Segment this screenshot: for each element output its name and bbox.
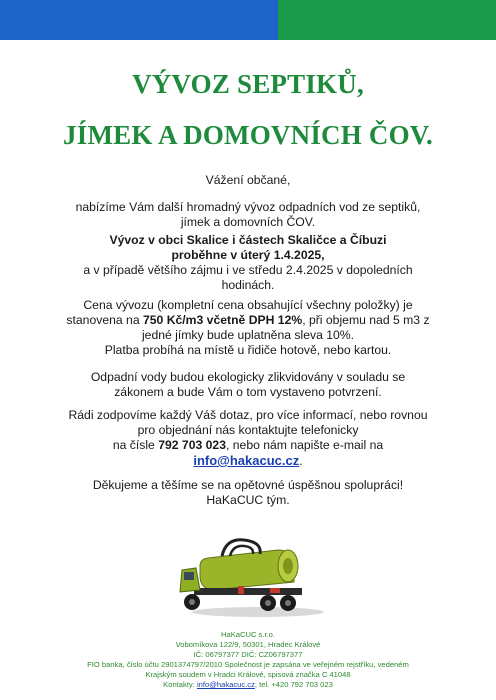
footer-email-link[interactable]: info@hakacuc.cz <box>196 680 255 689</box>
footer-court: Krajským soudem v Hradci Králové, spisová značka C 41048 <box>145 670 351 679</box>
septic-truck-image <box>178 530 328 620</box>
offer-paragraph <box>48 200 448 230</box>
eco-paragraph <box>48 370 448 400</box>
greeting <box>48 173 448 188</box>
footer-bank: FIO banka, číslo účtu 2901374797/2010 Společnost je zapsána ve veřejném rejstříku, vedeném <box>87 660 409 669</box>
offer-line-2: jímek a domovních ČOV. <box>180 215 316 229</box>
contact-line-3 <box>48 438 448 453</box>
schedule-line-1: Vývoz v obci Skalice i částech Skaličce a Číbuzi <box>109 233 387 247</box>
top-color-bar <box>0 0 496 40</box>
offer-line-1: nabízíme Vám další hromadný vývoz odpadních vod ze septiků, <box>75 200 421 214</box>
footer-company: HaKaCUC s.r.o. <box>220 630 276 639</box>
title-line-1: VÝVOZ SEPTIKŮ, <box>132 69 364 99</box>
phone-number: 792 703 023 <box>158 438 226 452</box>
top-bar-blue <box>0 0 278 40</box>
footer-contacts <box>20 680 476 690</box>
email-period: . <box>299 454 303 468</box>
greeting-text: Vážení občané, <box>205 173 291 187</box>
schedule-paragraph <box>48 233 448 293</box>
contact-line-4 <box>48 453 448 469</box>
thanks-line: Děkujeme a těšíme se na opětovné úspěšnou spolupráci! <box>92 478 404 492</box>
schedule-line-3: a v případě většího zájmu i ve středu 2.4.2025 v dopoledních <box>83 263 413 277</box>
footer-contacts-label: Kontakty: <box>163 680 197 689</box>
price-line-2 <box>48 313 448 328</box>
contact-line-1: Rádi zodpovíme každý Váš dotaz, pro více informací, nebo rovnou <box>68 408 428 422</box>
eco-line-1: Odpadní vody budou ekologicky zlikvidovány v souladu se <box>90 370 406 384</box>
footer-phone: , tel. +420 792 703 023 <box>254 680 333 689</box>
price-line-1: Cena vývozu (kompletní cena obsahující všechny položky) je <box>83 298 413 312</box>
contact-prefix: na čísle <box>112 438 159 452</box>
contact-suffix: , nebo nám napište e-mail na <box>225 438 384 452</box>
contact-line-2: pro objednání nás kontaktujte telefonicky <box>137 423 359 437</box>
team-signature: HaKaCUC tým. <box>206 493 290 507</box>
price-prefix: stanovena na <box>66 313 143 327</box>
schedule-line-4: hodinách. <box>221 278 275 292</box>
footer <box>20 630 476 690</box>
schedule-line-2: proběhne v úterý 1.4.2025, <box>171 248 325 262</box>
title-line-2: JÍMEK A DOMOVNÍCH ČOV. <box>63 120 433 150</box>
eco-line-2: zákonem a bude Vám o tom vystaveno potvrzení. <box>114 385 382 399</box>
footer-address: Vobomíkova 122/9, 50301, Hradec Králové <box>175 640 321 649</box>
footer-ids: IČ: 06797377 DIČ: CZ06797377 <box>193 650 303 659</box>
contact-paragraph <box>48 408 448 469</box>
thanks-paragraph <box>48 478 448 508</box>
price-paragraph <box>48 298 448 358</box>
price-suffix: , při objemu nad 5 m3 z <box>302 313 430 327</box>
price-value: 750 Kč/m3 včetně DPH 12% <box>143 313 303 327</box>
email-link[interactable]: info@hakacuc.cz <box>193 453 300 468</box>
price-line-3: jedné jímky bude uplatněna sleva 10%. <box>141 328 355 342</box>
top-bar-green <box>278 0 496 40</box>
price-line-4: Platba probíhá na místě u řidiče hotově, nebo kartou. <box>104 343 392 357</box>
